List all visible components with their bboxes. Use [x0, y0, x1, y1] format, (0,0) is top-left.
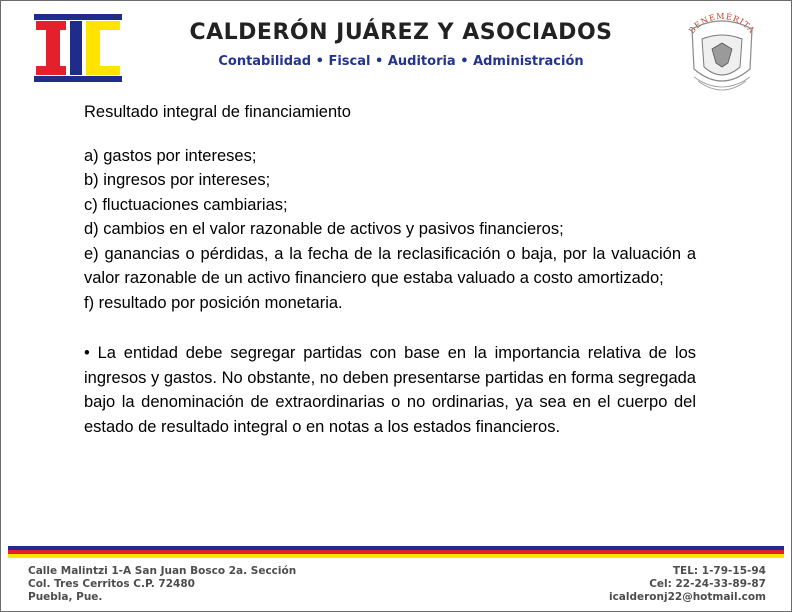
address-line: Col. Tres Cerritos C.P. 72480 [28, 578, 195, 590]
company-tagline: Contabilidad • Fiscal • Auditoria • Administración [218, 54, 584, 69]
address-line: Puebla, Pue. [28, 591, 103, 603]
list-item: a) gastos por intereses; [84, 146, 257, 165]
list-item: c) fluctuaciones cambiarias; [84, 195, 288, 214]
phone-number: TEL: 1-79-15-94 [672, 565, 766, 577]
slide-content [84, 100, 696, 439]
footer-contact [609, 565, 766, 604]
list-item: f) resultado por posición monetaria. [84, 293, 343, 312]
section-heading: Resultado integral de financiamiento [84, 103, 351, 121]
footer-stripes [8, 546, 784, 558]
note-paragraph: • La entidad debe segregar partidas con base en la importancia relativa de los ingresos y gastos. No obstante, no deben presentarse partidas en forma segregada bajo la denominación de extraordinarias o no ordinarias, ya sea en el cuerpo del estado de resultado integral o en notas a los estados financieros. [84, 344, 696, 436]
cell-number: Cel: 22-24-33-89-87 [649, 578, 766, 590]
svg-text:BENEMÉRITA: BENEMÉRITA [687, 11, 757, 36]
list-item: d) cambios en el valor razonable de activos y pasivos financieros; [84, 220, 564, 238]
university-seal-icon [672, 9, 772, 99]
list-item: b) ingresos por intereses; [84, 171, 271, 189]
footer-address [28, 565, 296, 604]
company-header [146, 20, 656, 69]
stripe-yellow [8, 554, 784, 558]
company-name: CALDERÓN JUÁREZ Y ASOCIADOS [189, 20, 613, 45]
company-logo-icon [34, 14, 122, 82]
address-line: Calle Malintzi 1-A San Juan Bosco 2a. Sección [28, 565, 297, 577]
list-item: e) ganancias o pérdidas, a la fecha de la reclasificación o baja, por la valuación a valor razonable de un activo financiero que estaba valuado a costo amortizado; [84, 244, 696, 287]
email-address: icalderonj22@hotmail.com [608, 591, 766, 603]
items-list [84, 144, 696, 316]
